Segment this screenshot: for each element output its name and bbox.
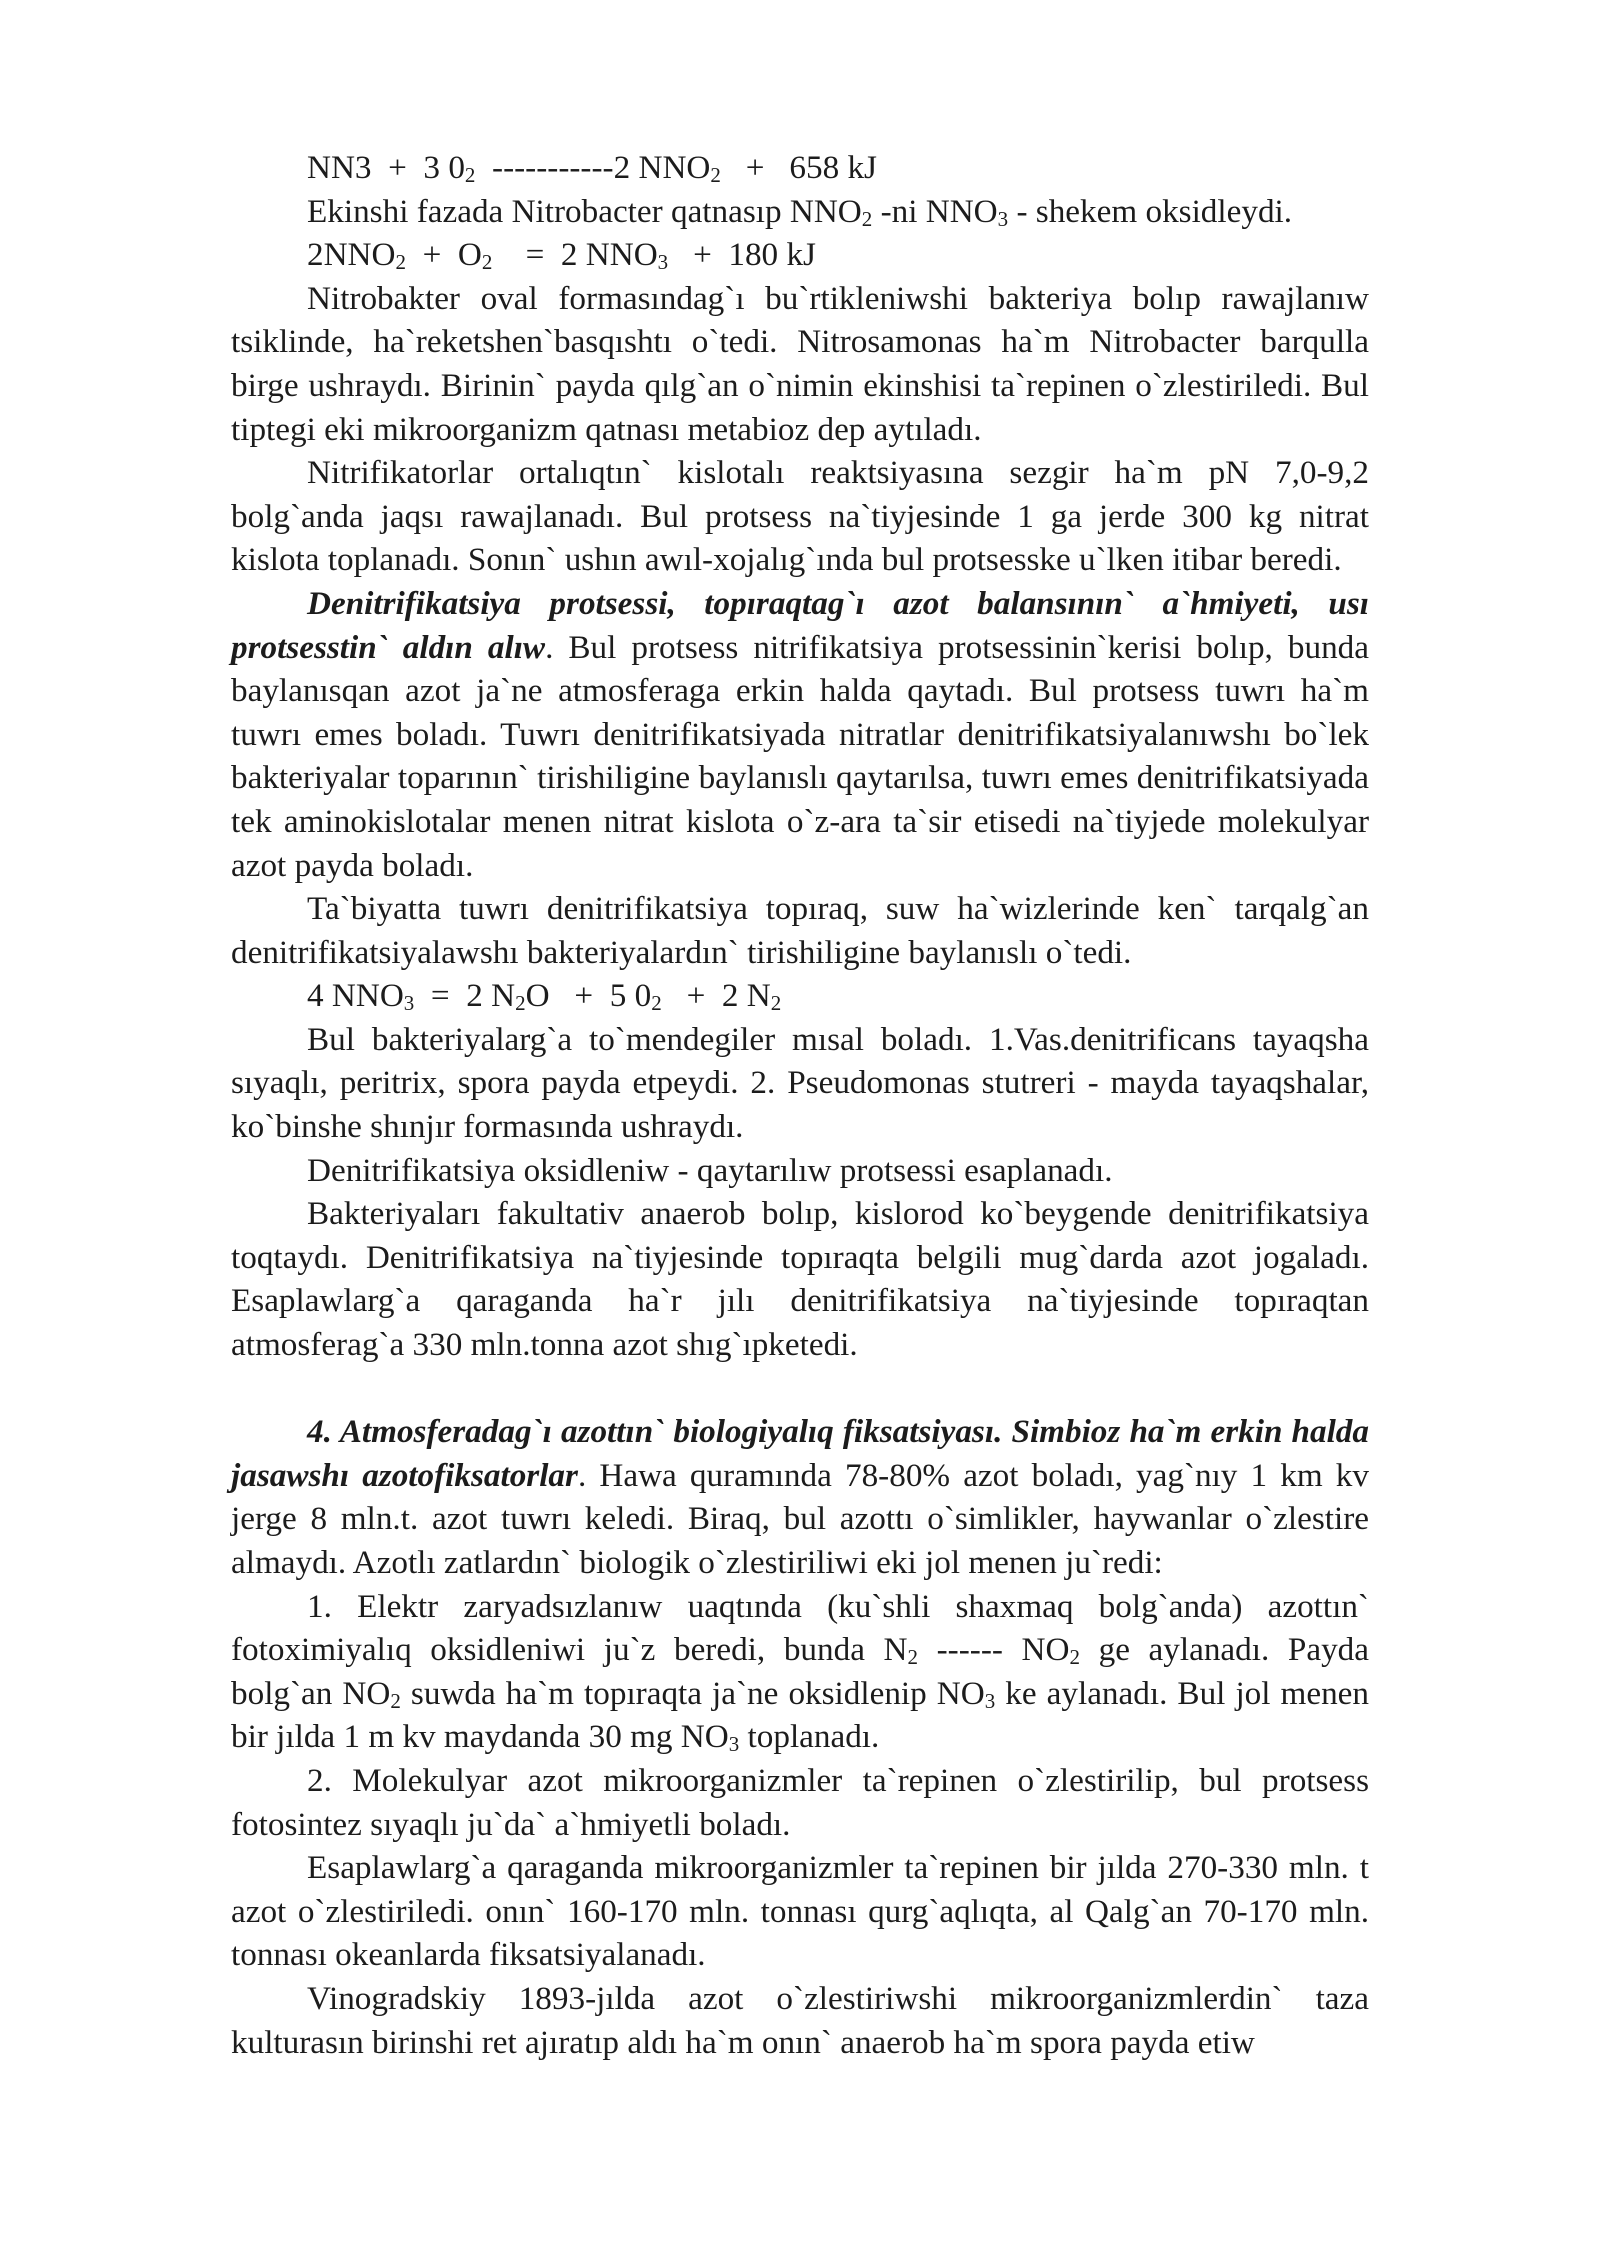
paragraph-esaplawlarga: Esaplawlarg`a qaraganda mikroorganizmler ta`repinen bir jılda 270-330 mln. t azot o`zlestiriledi. onın` 160-170 mln. tonnası qurg`aqlıqta, al Qalg`an 70-170 mln. tonnası okeanlarda fiksatsiyalanadı. xyxy=(231,1849,1369,1974)
paragraph-nitrifikatorlar: Nitrifikatorlar ortalıqtın` kislotalı reaktsiyasına sezgir ha`m pN 7,0-9,2 bolg`anda jaqsı rawajlanadı. Bul protsess na`tiyjesinde 1 ga jerde 300 kg nitrat kislota toplanadı. Sonın` ushın awıl-xojalıg`ında bul protsesske u`lken itibar beredi. xyxy=(231,454,1369,579)
equation-nitrosation: NN3 + 3 $0_2$ -----------2 $NNO_2 + 658$ kJ xyxy=(307,149,877,187)
equation-denitrification: 4 $NNO_3 = 2$ $N_2O + 5$ $0_2 + 2$ $N_2$ xyxy=(307,977,782,1016)
denitrifikatsiya-heading: Denitrifikatsiya protsessi, topıraqtag`ı azot balansının` a`hmiyeti, usı protsesstin` aldın alıw xyxy=(231,584,1369,666)
paragraph-bakteriyalarga: Bul bakteriyalarg`a to`mendegiler mısal boladı. 1.Vas.denitrificans tayaqsha sıyaqlı, peritrix, spora payda etpeydi. 2. Pseudomonas stutreri - mayda tayaqshalar, ko`binshe shınjır formasında ushraydı. xyxy=(231,1020,1369,1146)
equation-nitration: $2NNO_2 + O_2$ = 2 $NNO_3 + 180$ kJ xyxy=(307,236,816,275)
section-4-heading: 4. Atmosferadag`ı azottın` biologiyalıq fiksatsiyası. Simbioz ha`m erkin halda jasawshı azotofiksatorlar xyxy=(231,1413,1369,1494)
paragraph-section-4: 4. Atmosferadag`ı azottın` biologiyalıq fiksatsiyası. Simbioz ha`m erkin halda jasawshı azotofiksatorlar. Hawa quramında 78-80% azot boladı, yag`nıy 1 km kv jerge 8 mln.t. azot tuwrı keledi. Biraq, bul azottı o`simlikler, haywanlar o`zlestire almaydı. Azotlı zatlardın` biologik o`zlestiriliwi eki jol menen ju`redi: xyxy=(231,1413,1369,1581)
paragraph-vinogradskiy: Vinogradskiy 1893-jılda azot o`zlestiriwshi mikroorganizmlerdin` taza kulturasın birinshi ret ajıratıp aldı ha`m onın` anaerob ha`m spora payda etiw xyxy=(231,1979,1369,2061)
blank-line xyxy=(231,1367,1369,1411)
paragraph-nitrobakter: Nitrobakter oval formasındag`ı bu`rtikleniwshi bakteriya bolıp rawajlanıw tsiklinde, ha`reketshen`basqıshtı o`tedi. Nitrosamonas ha`m Nitrobacter barqulla birge ushraydı. Birinin` payda qılg`an o`nimin ekinshisi ta`repinen o`zlestiriledi. Bul tiptegi eki mikroorganizm qatnası metabioz dep aytıladı. xyxy=(231,279,1369,448)
paragraph-oksidleniw: Denitrifikatsiya oksidleniw - qaytarılıw protsessi esaplanadı. xyxy=(307,1151,1113,1189)
paragraph-item-1: 1. Elektr zaryadsızlanıw uaqtında (ku`shli shaxmaq bolg`anda) azottın` fotoximiyalıq oksidleniwi ju`z beredi, bunda $N_2$ ------ $NO_2$ ge aylanadı. Payda bolg`an $NO_2$ suwda ha`m topıraqta ja`ne oksidlenip $NO_3$ ke aylanadı. Bul jol menen bir jılda 1 m kv maydanda 30 mg $NO_3$ toplanadı. xyxy=(231,1587,1369,1757)
paragraph-second-phase: Ekinshi fazada Nitrobacter qatnasıp $NNO_2$ -ni $NNO_3$ - shekem oksidleydi. xyxy=(307,192,1293,231)
paragraph-denitrifikatsiya: Denitrifikatsiya protsessi, topıraqtag`ı azot balansının` a`hmiyeti, usı protsesstin` aldın alıw. Bul protsess nitrifikatsiya protsessinin`kerisi bolıp, bunda baylanısqan azot ja`ne atmosferaga erkin halda qaytadı. Bul protsess tuwrı ha`m tuwrı emes boladı. Tuwrı denitrifikatsiyada nitratlar denitrifikatsiyalanıwshı bo`lek bakteriyalar toparının` tirishiligine baylanıslı qaytarılsa, tuwrı emes denitrifikatsiyada tek aminokislotalar menen nitrat kislota o`z-ara ta`sir etisedi na`tiyjede molekulyar azot payda boladı. xyxy=(231,584,1369,884)
document-page xyxy=(231,146,1369,2064)
paragraph-item-2: 2. Molekulyar azot mikroorganizmler ta`repinen o`zlestirilip, bul protsess fotosintez sıyaqlı ju`da` a`hmiyetli boladı. xyxy=(231,1761,1369,1843)
paragraph-tabiyatta: Ta`biyatta tuwrı denitrifikatsiya topıraq, suw ha`wizlerinde ken` tarqalg`an denitrifikatsiyalawshı bakteriyalardın` tirishiligine baylanıslı o`tedi. xyxy=(231,890,1369,971)
paragraph-fakultativ: Bakteriyaları fakultativ anaerob bolıp, kislorod ko`beygende denitrifikatsiya toqtaydı. Denitrifikatsiya na`tiyjesinde topıraqta belgili mug`darda azot jogaladı. Esaplawlarg`a qaraganda ha`r jılı denitrifikatsiya na`tiyjesinde topıraqtan atmosferag`a 330 mln.tonna azot shıg`ıpketedi. xyxy=(231,1195,1369,1364)
